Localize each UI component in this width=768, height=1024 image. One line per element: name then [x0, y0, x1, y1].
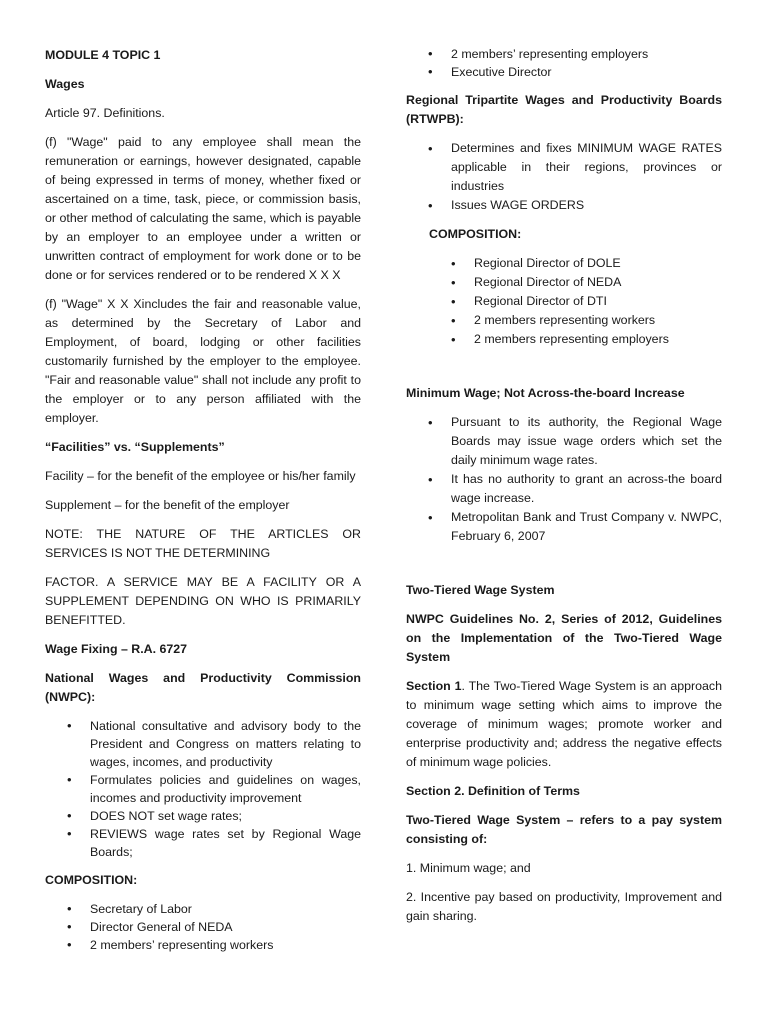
- wage-definition-2: (f) "Wage" X X Xincludes the fair and reasonable value, as determined by the Secretary of Labor and Employment, of board, lodging or other facilities customarily furnished by the employer to the employee. "Fair and reasonable value" shall not include any profit to the employer or to any person affiliated with the employer.: [45, 297, 361, 425]
- list-item: • Formulates policies and guidelines on wages, incomes and productivity improvement: [45, 771, 361, 807]
- nwpc-list: [45, 717, 361, 861]
- list-item: • Regional Director of DOLE: [406, 254, 722, 273]
- definition-item-1: 1. Minimum wage; and: [406, 861, 531, 875]
- list-item: • 2 members’ representing workers: [45, 936, 361, 954]
- list-item: • National consultative and advisory body to the President and Congress on matters relating to wages, incomes, and productivity: [45, 717, 361, 771]
- list-item: • Secretary of Labor: [45, 900, 361, 918]
- list-item: • 2 members representing workers: [406, 311, 722, 330]
- two-tiered-heading: Two-Tiered Wage System: [406, 583, 555, 597]
- facilities-heading: “Facilities” vs. “Supplements”: [45, 440, 225, 454]
- wage-fixing-heading: Wage Fixing – R.A. 6727: [45, 642, 188, 656]
- two-tiered-definition: Two-Tiered Wage System – refers to a pay system consisting of:: [406, 813, 722, 846]
- section-1-paragraph: [406, 677, 722, 772]
- list-item: • 2 members representing employers: [406, 330, 722, 349]
- section-2-heading: Section 2. Definition of Terms: [406, 784, 580, 798]
- list-item: • Director General of NEDA: [45, 918, 361, 936]
- list-item: • It has no authority to grant an across-the board wage increase.: [406, 470, 722, 508]
- note-text: NOTE: THE NATURE OF THE ARTICLES OR SERVICES IS NOT THE DETERMINING: [45, 527, 361, 560]
- composition-heading: COMPOSITION:: [45, 873, 138, 887]
- list-item: • Regional Director of DTI: [406, 292, 722, 311]
- section-1-label: Section 1: [406, 679, 462, 693]
- guidelines-heading: NWPC Guidelines No. 2, Series of 2012, Guidelines on the Implementation of the Two-Tiered Wage System: [406, 612, 722, 664]
- section-1-text: . The Two-Tiered Wage System is an approach to minimum wage setting which aims to improve the coverage of minimum wages; promote worker and enterprise productivity and; address the negative effects of minimum wage policies.: [406, 679, 722, 769]
- module-title: MODULE 4 TOPIC 1: [45, 48, 161, 62]
- factor-text: FACTOR. A SERVICE MAY BE A FACILITY OR A SUPPLEMENT DEPENDING ON WHO IS PRIMARILY BENEFITTED.: [45, 575, 361, 627]
- rtwpb-heading: Regional Tripartite Wages and Productivity Boards (RTWPB):: [406, 93, 722, 126]
- rtwpb-composition-heading: COMPOSITION:: [429, 227, 522, 241]
- list-item: • Pursuant to its authority, the Regional Wage Boards may issue wage orders which set the daily minimum wage rates.: [406, 413, 722, 470]
- minimum-wage-heading: Minimum Wage; Not Across-the-board Increase: [406, 386, 685, 400]
- definition-item-2: 2. Incentive pay based on productivity, Improvement and gain sharing.: [406, 890, 722, 923]
- wages-heading: Wages: [45, 77, 85, 91]
- left-column: [45, 0, 361, 964]
- list-item: • Regional Director of NEDA: [406, 273, 722, 292]
- nwpc-heading: National Wages and Productivity Commission (NWPC):: [45, 671, 361, 704]
- rtwpb-list: [406, 139, 722, 215]
- minimum-wage-list: [406, 413, 722, 546]
- list-item: • Metropolitan Bank and Trust Company v. NWPC, February 6, 2007: [406, 508, 722, 546]
- wage-definition-1: (f) "Wage" paid to any employee shall mean the remuneration or earnings, however designated, capable of being expressed in terms of money, whether fixed or ascertained on a time, task, piece, or commission basis, or other method of calculating the same, which is payable by an employer to an employee under a written or unwritten contract of employment for work done or to be done or for services rendered or to be rendered X X X: [45, 135, 361, 282]
- article-heading: Article 97. Definitions.: [45, 106, 165, 120]
- right-column: [406, 0, 722, 936]
- list-item: • Executive Director: [406, 63, 722, 81]
- composition-list: [45, 900, 361, 954]
- list-item: • REVIEWS wage rates set by Regional Wage Boards;: [45, 825, 361, 861]
- rtwpb-composition-list: [406, 254, 722, 349]
- facility-definition: Facility – for the benefit of the employee or his/her family: [45, 469, 356, 483]
- composition-continued-list: [406, 45, 722, 81]
- list-item: • Issues WAGE ORDERS: [406, 196, 722, 215]
- list-item: • 2 members’ representing employers: [406, 45, 722, 63]
- supplement-definition: Supplement – for the benefit of the employer: [45, 498, 290, 512]
- list-item: • DOES NOT set wage rates;: [45, 807, 361, 825]
- list-item: • Determines and fixes MINIMUM WAGE RATES applicable in their regions, provinces or industries: [406, 139, 722, 196]
